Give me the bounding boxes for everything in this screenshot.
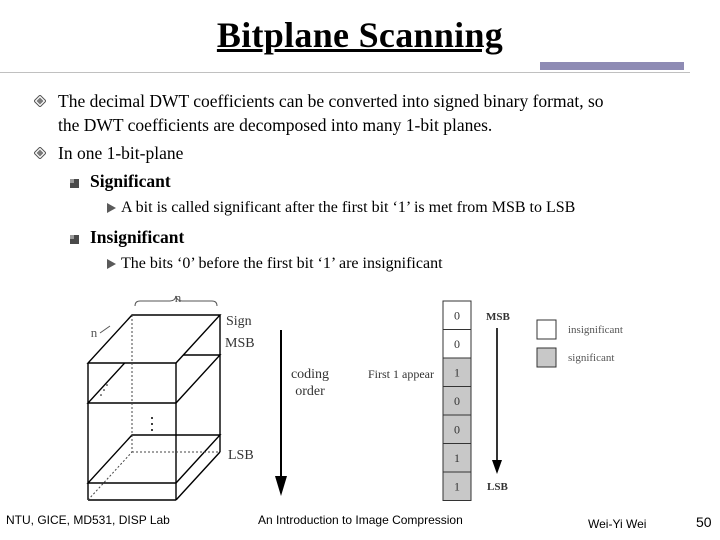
- slide-title: Bitplane Scanning: [216, 15, 504, 55]
- insignificant-description: The bits ‘0’ before the first bit ‘1’ are insignificant: [121, 255, 443, 272]
- legend-insignificant-label: insignificant: [568, 324, 623, 336]
- bit-value: 1: [454, 365, 460, 380]
- slide-number: 50: [696, 514, 712, 530]
- legend-significant-swatch: [537, 348, 556, 367]
- bullet-dwt-line1: The decimal DWT coefficients can be converted into signed binary format, so: [58, 91, 604, 111]
- column-msb-label: MSB: [486, 311, 510, 323]
- first-one-label: First 1 appear: [368, 367, 434, 381]
- insignificant-heading: Insignificant: [90, 227, 185, 247]
- legend-insignificant-swatch: [537, 320, 556, 339]
- diamond-bullet-icon: [34, 147, 46, 159]
- bit-value: 0: [454, 336, 460, 351]
- square-bullet-icon: [70, 235, 79, 244]
- n-top-label: n: [174, 290, 182, 305]
- n-side-label: n: [90, 325, 98, 340]
- column-lsb-label: LSB: [487, 481, 508, 493]
- arrow-bullet-icon: [107, 259, 116, 269]
- bit-value: 0: [454, 308, 460, 323]
- legend-significant-label: significant: [568, 352, 615, 364]
- lsb-label: LSB: [228, 448, 254, 463]
- bullet-one-bitplane: In one 1-bit-plane: [58, 143, 184, 163]
- significant-heading: Significant: [90, 171, 171, 191]
- title-divider: [0, 72, 690, 73]
- bit-value: 0: [454, 393, 460, 408]
- bullet-dwt-line2: the DWT coefficients are decomposed into many 1-bit planes.: [58, 115, 493, 135]
- footer-lab: NTU, GICE, MD531, DISP Lab: [6, 513, 170, 527]
- coding-order-label-1: coding: [290, 367, 330, 382]
- footer-course-title: An Introduction to Image Compression: [258, 513, 463, 527]
- bit-value: 1: [454, 479, 460, 494]
- footer-author: Wei-Yi Wei: [588, 517, 647, 531]
- arrow-bullet-icon: [107, 203, 116, 213]
- sign-label: Sign: [226, 314, 252, 329]
- bit-value: 0: [454, 422, 460, 437]
- coding-order-label-2: order: [295, 384, 325, 399]
- diamond-bullet-icon: [34, 95, 46, 107]
- msb-label: MSB: [225, 336, 255, 351]
- title-accent-bar: [540, 62, 684, 70]
- bitplane-diagram: [0, 280, 720, 510]
- bit-value: 1: [454, 450, 460, 465]
- square-bullet-icon: [70, 179, 79, 188]
- bit-column: [443, 301, 471, 501]
- significant-description: A bit is called significant after the first bit ‘1’ is met from MSB to LSB: [121, 199, 576, 216]
